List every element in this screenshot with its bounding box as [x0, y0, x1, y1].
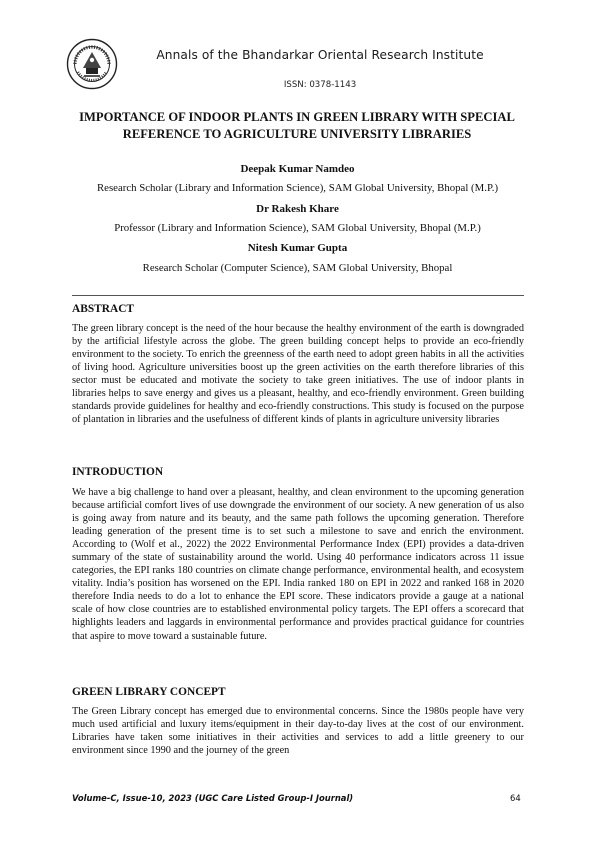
- section-divider: [72, 295, 524, 296]
- abstract-heading: ABSTRACT: [72, 303, 135, 315]
- journal-title: Annals of the Bhandarkar Oriental Research Institute: [156, 48, 484, 62]
- green-library-text: The Green Library concept has emerged due to environmental concerns. Since the 1980s people have very much used artificial and luxury items/equipment in their day-to-day lives at the cost of our environment. Libraries have taken some initiatives in their activities and services to add a little greenery to our environment since 1990 and the journey of the green: [72, 706, 524, 757]
- paper-title: IMPORTANCE OF INDOOR PLANTS IN GREEN LIBRARY WITH SPECIAL REFERENCE TO AGRICULTURE UNIVERSITY LIBRARIES: [79, 110, 515, 141]
- green-library-heading: GREEN LIBRARY CONCEPT: [72, 686, 226, 698]
- author-affiliation-1: Research Scholar (Library and Information Science), SAM Global University, Bhopal (M.P.): [96, 182, 499, 194]
- author-name-1: Deepak Kumar Namdeo: [240, 163, 355, 175]
- abstract-text: The green library concept is the need of the hour because the healthy environment of the earth is downgraded by the artificial lifestyle across the globe. The green building concept helps to provide an eco-friendly environment to the society. To enrich the greenness of the earth need to adopt green habits in all the activities of living hood. Agriculture universities boost up the green activities on the earth therefore libraries of this sector must be educated and motivate the society to take green initiatives. The use of indoor plants in libraries helps to save energy and gives us a pleasant, healthy, and eco-friendly environment. Green building standards provide guidelines for healthy and eco-friendly constructions. This study is focused on the purpose of plantation in libraries and the usefulness of different kinds of plants in agriculture university libraries: [72, 323, 524, 426]
- page-number: 64: [510, 793, 521, 803]
- introduction-heading: INTRODUCTION: [72, 466, 164, 478]
- author-name-3: Nitesh Kumar Gupta: [247, 242, 348, 254]
- introduction-text: We have a big challenge to hand over a pleasant, healthy, and clean environment to the upcoming generation because artificial comfort lives of use downgrade the environment of our society. A new generation of us also is going away from nature and its beauty, and the same path follows the upcoming generation. Therefore leading generation of the present time is to set such a milestone to save and enrich the environment. According to (Wolf et al., 2022) the 2022 Environmental Performance Index (EPI) provides a data-driven summary of the state of sustainability around the world. Using 40 performance indicators across 11 issue categories, the EPI ranks 180 countries on climate change performance, environmental health, and ecosystem vitality. India’s position has worsened on the EPI. India ranked 180 on EPI in 2022 and ranked 168 in 2020 therefore India needs to do a lot to enhance the EPI score. These indicators provide a gauge at a national scale of how close countries are to established environmental policy targets. The EPI offers a scorecard that highlights leaders and laggards in environmental performance and provides practical guidance for countries that aspire to move toward a sustainable future.: [72, 487, 524, 642]
- author-affiliation-3: Research Scholar (Computer Science), SAM Global University, Bhopal: [142, 262, 453, 274]
- footer-volume: Volume-C, Issue-10, 2023 (UGC Care Listed Group-I Journal): [72, 793, 354, 803]
- author-name-2: Dr Rakesh Khare: [256, 203, 339, 215]
- issn: ISSN: 0378-1143: [283, 80, 357, 90]
- author-affiliation-2: Professor (Library and Information Science), SAM Global University, Bhopal (M.P.): [114, 222, 481, 234]
- journal-seal-logo: [66, 38, 118, 90]
